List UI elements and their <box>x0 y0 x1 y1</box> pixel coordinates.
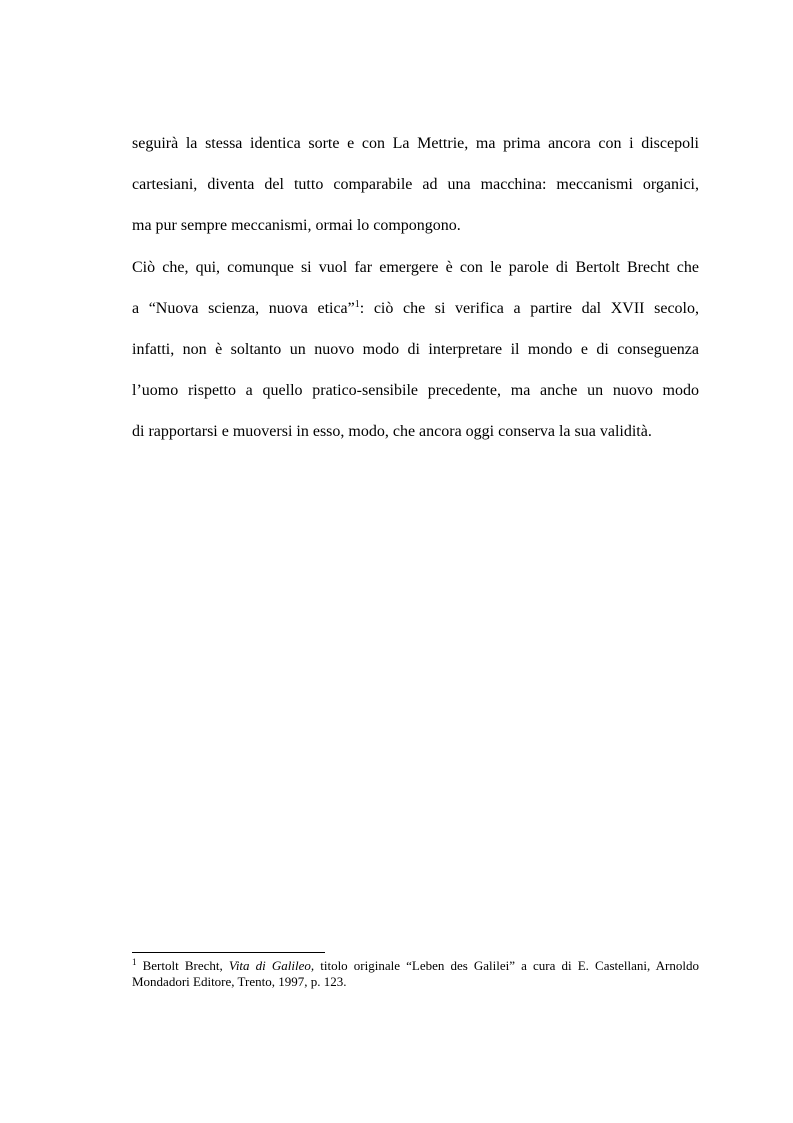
footnote-separator <box>132 952 325 953</box>
footnote <box>132 958 699 990</box>
paragraph-line: l’uomo rispetto a quello pratico-sensibile precedente, ma anche un nuovo modo <box>132 382 699 399</box>
footnote-author: Bertolt Brecht, <box>142 958 229 973</box>
line-text: : ciò che si verifica a partire dal XVII secolo, <box>359 300 699 317</box>
footnote-text: Mondadori Editore, Trento, 1997, p. 123. <box>132 974 347 989</box>
paragraph-line <box>132 299 699 319</box>
paragraph-line: ma pur sempre meccanismi, ormai lo compongono. <box>132 217 461 234</box>
paragraph-line: di rapportarsi e muoversi in esso, modo, che ancora oggi conserva la sua validità. <box>132 423 652 440</box>
paragraph-line: seguirà la stessa identica sorte e con La Mettrie, ma prima ancora con i discepoli <box>132 135 699 152</box>
paragraph-line: infatti, non è soltanto un nuovo modo di interpretare il mondo e di conseguenza <box>132 341 699 358</box>
paragraph-line: cartesiani, diventa del tutto comparabile ad una macchina: meccanismi organici, <box>132 176 699 193</box>
paragraph-line: Ciò che, qui, comunque si vuol far emergere è con le parole di Bertolt Brecht che <box>132 259 699 276</box>
line-text: a “Nuova scienza, nuova etica” <box>132 300 355 317</box>
footnote-reference[interactable]: 1 <box>354 299 360 310</box>
footnote-title: Vita di Galileo, <box>228 958 315 973</box>
footnote-text: titolo originale “Leben des Galilei” a cura di E. Castellani, Arnoldo <box>314 958 699 973</box>
footnote-number: 1 <box>132 957 137 967</box>
